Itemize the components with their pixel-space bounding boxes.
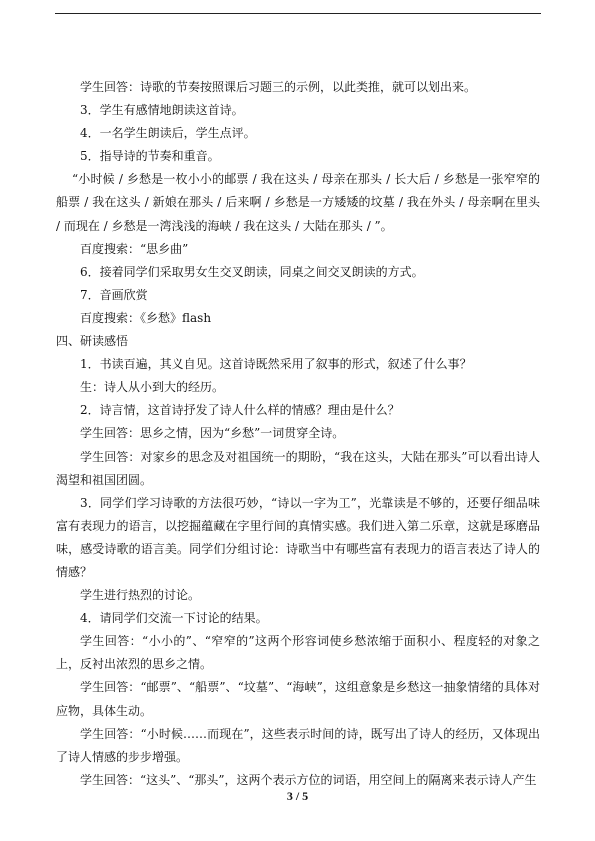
answer: 学生回答：“小小的”、“窄窄的”这两个形容词使乡愁浓缩于面积小、程度轻的对象之上，反衬出浓烈的思乡之情。	[56, 634, 540, 672]
question: 2．诗言情，这首诗抒发了诗人什么样的情感？理由是什么？	[80, 403, 400, 418]
document-body	[56, 76, 540, 792]
section-heading: 四、研读感悟	[56, 334, 129, 349]
list-item: 6．接着同学们采取男女生交叉朗读，同桌之间交叉朗读的方式。	[80, 264, 424, 279]
question: 3．同学们学习诗歌的方法很巧妙，“诗以一字为工”，光靠读是不够的，还要仔细品味富有表现力的语言，以挖掘蕴藏在字里行间的真情实感。我们进入第二乐章，这就是琢磨品味，感受诗歌的语言美。同学们分组讨论：诗歌当中有哪些富有表现力的语言表达了诗人的情感？	[56, 495, 540, 579]
question: 4．请同学们交流一下讨论的结果。	[80, 611, 268, 626]
answer: 学生回答：“邮票”、“船票”、“坟墓”、“海峡”，这组意象是乡愁这一抽象情绪的具体对应物，具体生动。	[56, 680, 540, 718]
question: 1．书读百遍，其义自见。这首诗既然采用了叙事的形式，叙述了什么事？	[80, 357, 472, 372]
list-item: 3．学生有感情地朗读这首诗。	[80, 103, 244, 118]
paragraph: 百度搜索：《乡愁》flash	[80, 310, 212, 325]
list-item: 5．指导诗的节奏和重音。	[80, 149, 220, 164]
header-rule	[55, 13, 541, 14]
answer: 学生回答：思乡之情，因为“乡愁”一词贯穿全诗。	[80, 426, 345, 441]
answer: 学生回答：“小时候……而现在”，这些表示时间的诗，既写出了诗人的经历，又体现出了诗人情感的步步增强。	[56, 726, 540, 764]
answer: 学生回答：对家乡的思念及对祖国统一的期盼，“我在这头，大陆在那头”可以看出诗人渴望和祖国团圆。	[56, 449, 540, 487]
paragraph: 百度搜索：“思乡曲”	[80, 241, 189, 256]
paragraph: 学生进行热烈的讨论。	[80, 588, 201, 603]
list-item: 4．一名学生朗读后，学生点评。	[80, 126, 256, 141]
list-item: 7．音画欣赏	[80, 287, 148, 302]
answer: 生：诗人从小到大的经历。	[80, 380, 225, 395]
answer: 学生回答：“这头”、“那头”，这两个表示方位的词语，用空间上的隔离来表示诗人产生	[80, 772, 537, 787]
poem-quote: “小时候 / 乡愁是一枚小小的邮票 / 我在这头 / 母亲在那头 / 长大后 / 乡愁是一张窄窄的船票 / 我在这头 / 新娘在那头 / 后来啊 / 乡愁是一方矮矮的坟墓 / 我在外头 / 母亲啊在里头 / 而现在 / 乡愁是一湾浅浅的海峡 / 我在这头 / 大陆在那头 / ”。	[56, 172, 540, 233]
page-number: 3 / 5	[286, 789, 309, 803]
paragraph: 学生回答：诗歌的节奏按照课后习题三的示例，以此类推，就可以划出来。	[80, 80, 477, 94]
